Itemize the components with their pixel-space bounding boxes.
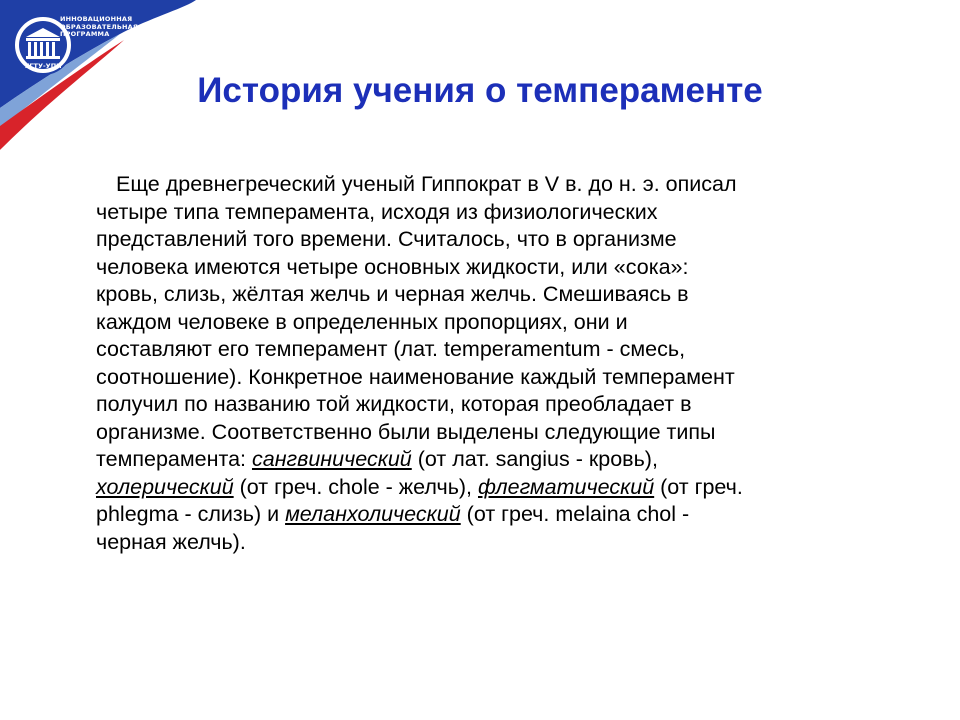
paragraph-line: Еще древнегреческий ученый Гиппократ в V в. до н. э. описал <box>116 172 737 196</box>
logo-caption-line: ПРОГРАММА <box>60 30 110 38</box>
paragraph-line: четыре типа темперамента, исходя из физиологических <box>96 199 658 224</box>
paragraph-line: черная желчь). <box>96 529 246 554</box>
paragraph-line: представлений того времени. Считалось, что в организме <box>96 227 677 251</box>
paragraph-line: организме. Соответственно были выделены следующие типы <box>96 419 716 444</box>
logo-caption <box>60 16 160 39</box>
term-phlegmatic: флегматический <box>478 474 655 499</box>
line-text: (от греч. chole - желчь), <box>233 474 478 499</box>
paragraph-line <box>96 446 916 474</box>
paragraph-line: получил по названию той жидкости, которая преобладает в <box>96 392 692 416</box>
term-sanguine: сангвинический <box>251 447 412 471</box>
paragraph-line: кровь, слизь, жёлтая желчь и черная желчь. Смешиваясь в <box>96 282 689 306</box>
logo-caption-line: ОБРАЗОВАТЕЛЬНАЯ <box>60 22 139 31</box>
paragraph-line: составляют его темперамент (лат. temperamentum - смесь, <box>96 337 686 361</box>
paragraph-line <box>96 474 916 502</box>
line-text: (от лат. sangius - кровь), <box>411 447 658 471</box>
paragraph-line: соотношение). Конкретное наименование каждый темперамент <box>96 364 735 389</box>
line-text: (от греч. melaina chol - <box>460 502 690 526</box>
term-melancholic: меланхолический <box>285 502 461 526</box>
line-text: (от греч. <box>654 474 743 499</box>
body-paragraph <box>96 171 916 556</box>
line-text: phlegma - слизь) и <box>96 502 286 526</box>
logo-abbr: УГТУ-УПИ <box>24 62 62 70</box>
paragraph-line: человека имеются четыре основных жидкости, или «сока»: <box>96 254 689 279</box>
paragraph-line <box>96 501 916 529</box>
slide-title: История учения о темпераменте <box>197 71 763 110</box>
term-choleric: холерический <box>96 474 234 499</box>
line-text: темперамента: <box>96 447 252 471</box>
logo-caption-line: ИННОВАЦИОННАЯ <box>60 15 133 23</box>
paragraph-line: каждом человеке в определенных пропорциях, они и <box>96 309 628 334</box>
